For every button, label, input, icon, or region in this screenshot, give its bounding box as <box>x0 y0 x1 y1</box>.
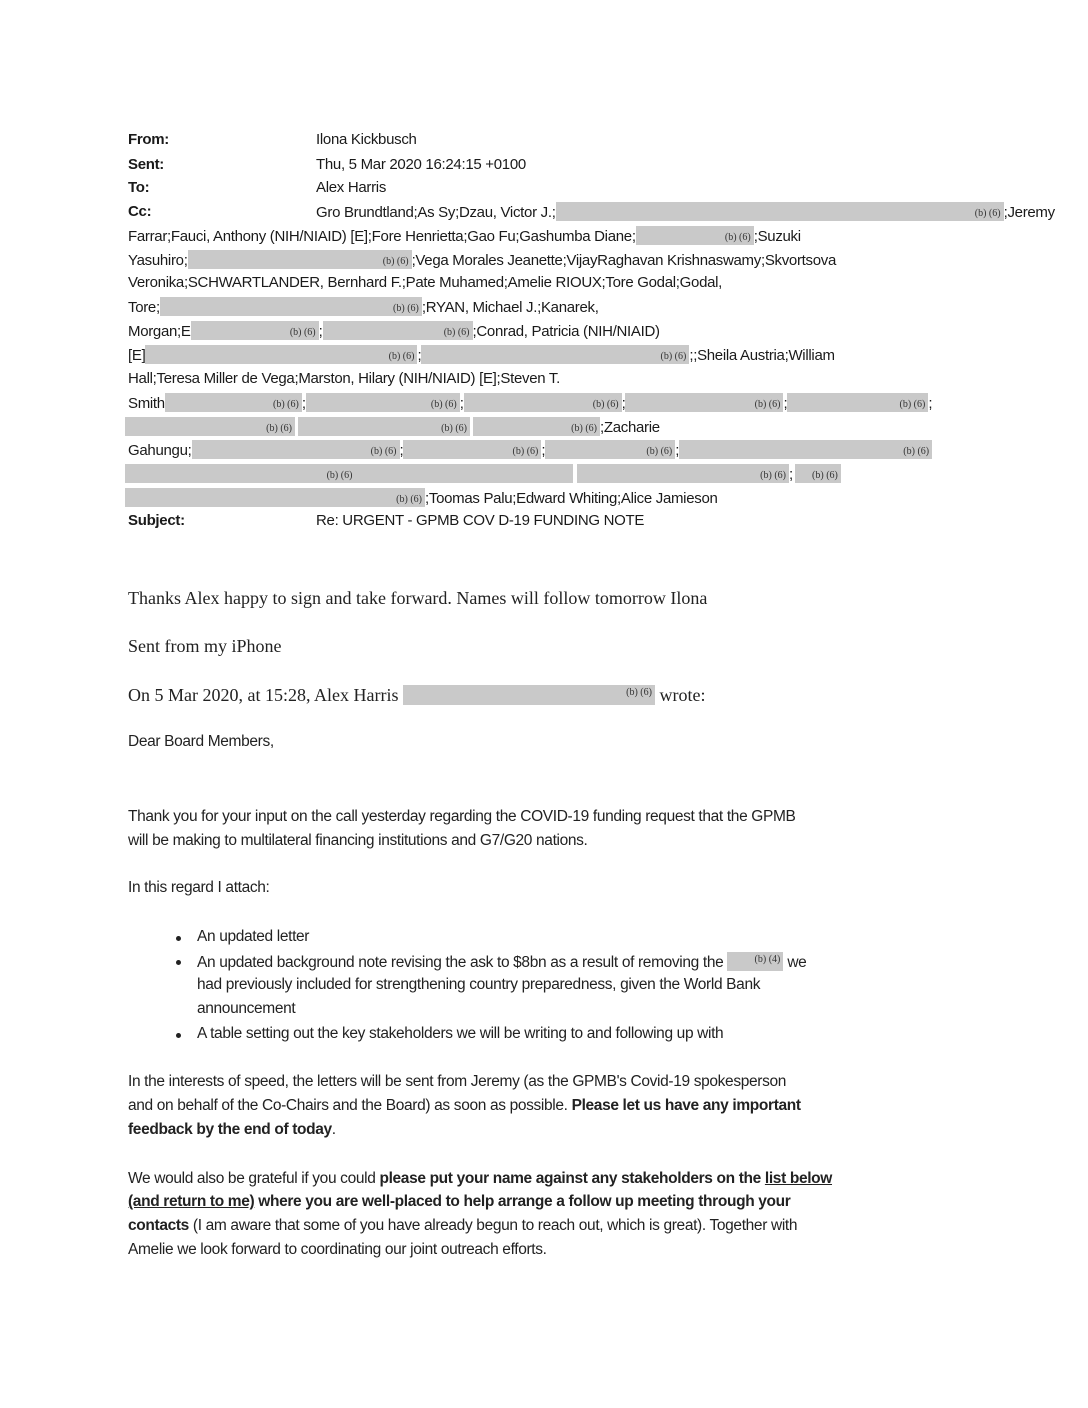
redaction: (b) (6) <box>421 345 689 364</box>
cc-line: (b) (6) (b) (6) ; (b) (6) <box>125 464 841 485</box>
redaction: (b) (6) <box>403 440 541 459</box>
sent-value: Thu, 5 Mar 2020 16:24:15 +0100 <box>316 156 526 173</box>
cc-text: ;Vega Morales Jeanette;VijayRaghavan Krishnaswamy;Skvortsova <box>411 252 837 269</box>
cc-text: ;RYAN, Michael J.;Kanarek, <box>421 299 599 316</box>
subject-value: Re: URGENT - GPMB COV D-19 FUNDING NOTE <box>316 512 645 529</box>
cc-text: ; <box>417 347 422 364</box>
cc-line <box>316 202 1055 223</box>
cc-line: Smith (b) (6) ; (b) (6) ; (b) (6) ; (b) (6) ; (b) (6) ; <box>128 395 933 412</box>
paragraph-line: (and return to me) where you are well-placed to help arrange a follow up meeting through your <box>128 1193 791 1210</box>
subject-label: Subject: <box>128 512 185 529</box>
cc-text: ;Jeremy <box>1003 204 1055 221</box>
redaction: (b) (4) <box>727 952 783 971</box>
cc-line <box>128 345 835 366</box>
cc-line <box>128 250 836 271</box>
cc-line <box>125 488 718 509</box>
paragraph-line: will be making to multilateral financing institutions and G7/G20 nations. <box>128 832 588 849</box>
cc-text: ;Zacharie <box>600 419 660 436</box>
cc-text: Morgan;E <box>128 323 191 340</box>
redaction: (b) (6) <box>577 464 789 483</box>
bullet-item: A table setting out the key stakeholders we will be writing to and following up with <box>197 1025 724 1042</box>
redaction: (b) (6) <box>787 393 928 412</box>
redaction: (b) (6) <box>464 393 622 412</box>
redaction: (b) (6) <box>125 417 295 436</box>
paragraph-line: Amelie we look forward to coordinating our joint outreach efforts. <box>128 1241 547 1258</box>
to-label: To: <box>128 179 150 196</box>
redaction: (b) (6) <box>679 440 932 459</box>
redaction: (b) (6) <box>556 202 1004 221</box>
redaction: (b) (6) <box>625 393 783 412</box>
redaction: (b) (6) <box>191 321 319 340</box>
paragraph-line: and on behalf of the Co-Chairs and the Board) as soon as possible. Please let us have any important <box>128 1097 801 1114</box>
bullet-icon <box>176 1033 181 1038</box>
bullet-icon <box>176 960 181 965</box>
cc-line <box>128 297 599 318</box>
paragraph-line: feedback by the end of today. <box>128 1121 336 1138</box>
list-below-link: list below <box>764 1170 833 1187</box>
cc-text: Gro Brundtland;As Sy;Dzau, Victor J.; <box>316 204 556 221</box>
redaction: (b) (6) <box>192 440 400 459</box>
bullet-item-cont: announcement <box>197 1000 296 1017</box>
cc-text: ; <box>318 323 323 340</box>
cc-line <box>128 226 801 247</box>
cc-text: [E] <box>128 347 146 364</box>
redaction: (b) (6) <box>323 321 473 340</box>
signature: Sent from my iPhone <box>128 636 282 656</box>
paragraph-line: In the interests of speed, the letters will be sent from Jeremy (as the GPMB's Covid-19 spokesperson <box>128 1073 787 1090</box>
bullet-item: An updated letter <box>197 928 310 945</box>
from-label: From: <box>128 131 169 148</box>
cc-text: ;;Sheila Austria;William <box>689 347 835 364</box>
redaction: (b) (6) <box>403 685 655 705</box>
quote-header: On 5 Mar 2020, at 15:28, Alex Harris (b) (6) wrote: <box>128 685 706 705</box>
bullet-icon <box>176 936 181 941</box>
cc-text: ;Conrad, Patricia (NIH/NIAID) <box>472 323 660 340</box>
redaction: (b) (6) <box>125 488 425 507</box>
reply-line: Thanks Alex happy to sign and take forward. Names will follow tomorrow Ilona <box>128 588 708 608</box>
redaction: (b) (6) <box>306 393 460 412</box>
bullet-item-cont: had previously included for strengthening country preparedness, given the World Bank <box>197 976 761 993</box>
to-value: Alex Harris <box>316 179 387 196</box>
redaction: (b) (6) <box>473 417 600 436</box>
redaction: (b) (6) <box>795 464 841 483</box>
redaction: (b) (6) <box>188 250 412 269</box>
redaction: (b) (6) <box>145 345 417 364</box>
cc-line: Veronika;SCHWARTLANDER, Bernhard F.;Pate Muhamed;Amelie RIOUX;Tore Godal;Godal, <box>128 274 723 291</box>
cc-text: Gahungu; <box>128 442 192 459</box>
redaction: (b) (6) <box>298 417 470 436</box>
paragraph-line: contacts (I am aware that some of you have already begun to reach out, which is great). Together with <box>128 1217 798 1234</box>
from-value: Ilona Kickbusch <box>316 131 417 148</box>
redaction: (b) (6) <box>125 464 573 483</box>
cc-text: Farrar;Fauci, Anthony (NIH/NIAID) [E];Fore Henrietta;Gao Fu;Gashumba Diane; <box>128 228 636 245</box>
paragraph-line: In this regard I attach: <box>128 879 270 896</box>
bullet-item: An updated background note revising the ask to $8bn as a result of removing the (b) (4) we <box>197 954 807 971</box>
cc-text: ;Suzuki <box>753 228 801 245</box>
greeting: Dear Board Members, <box>128 733 274 750</box>
redaction: (b) (6) <box>545 440 675 459</box>
cc-text: Yasuhiro; <box>128 252 188 269</box>
sent-label: Sent: <box>128 156 165 173</box>
paragraph-line: We would also be grateful if you could please put your name against any stakeholders on the list below <box>128 1170 833 1187</box>
cc-line <box>125 417 660 438</box>
cc-line: Gahungu; (b) (6) ; (b) (6) ; (b) (6) ; (b) (6) <box>128 440 932 461</box>
cc-label: Cc: <box>128 203 152 220</box>
cc-text: ;Toomas Palu;Edward Whiting;Alice Jamieson <box>425 490 718 507</box>
redaction: (b) (6) <box>165 393 302 412</box>
cc-line: Hall;Teresa Miller de Vega;Marston, Hilary (NIH/NIAID) [E];Steven T. <box>128 370 560 387</box>
redaction: (b) (6) <box>636 226 754 245</box>
cc-line <box>128 321 660 342</box>
redaction: (b) (6) <box>160 297 422 316</box>
paragraph-line: Thank you for your input on the call yesterday regarding the COVID-19 funding request that the GPMB <box>128 808 796 825</box>
cc-text: Tore; <box>128 299 160 316</box>
cc-text: Smith <box>128 395 165 412</box>
